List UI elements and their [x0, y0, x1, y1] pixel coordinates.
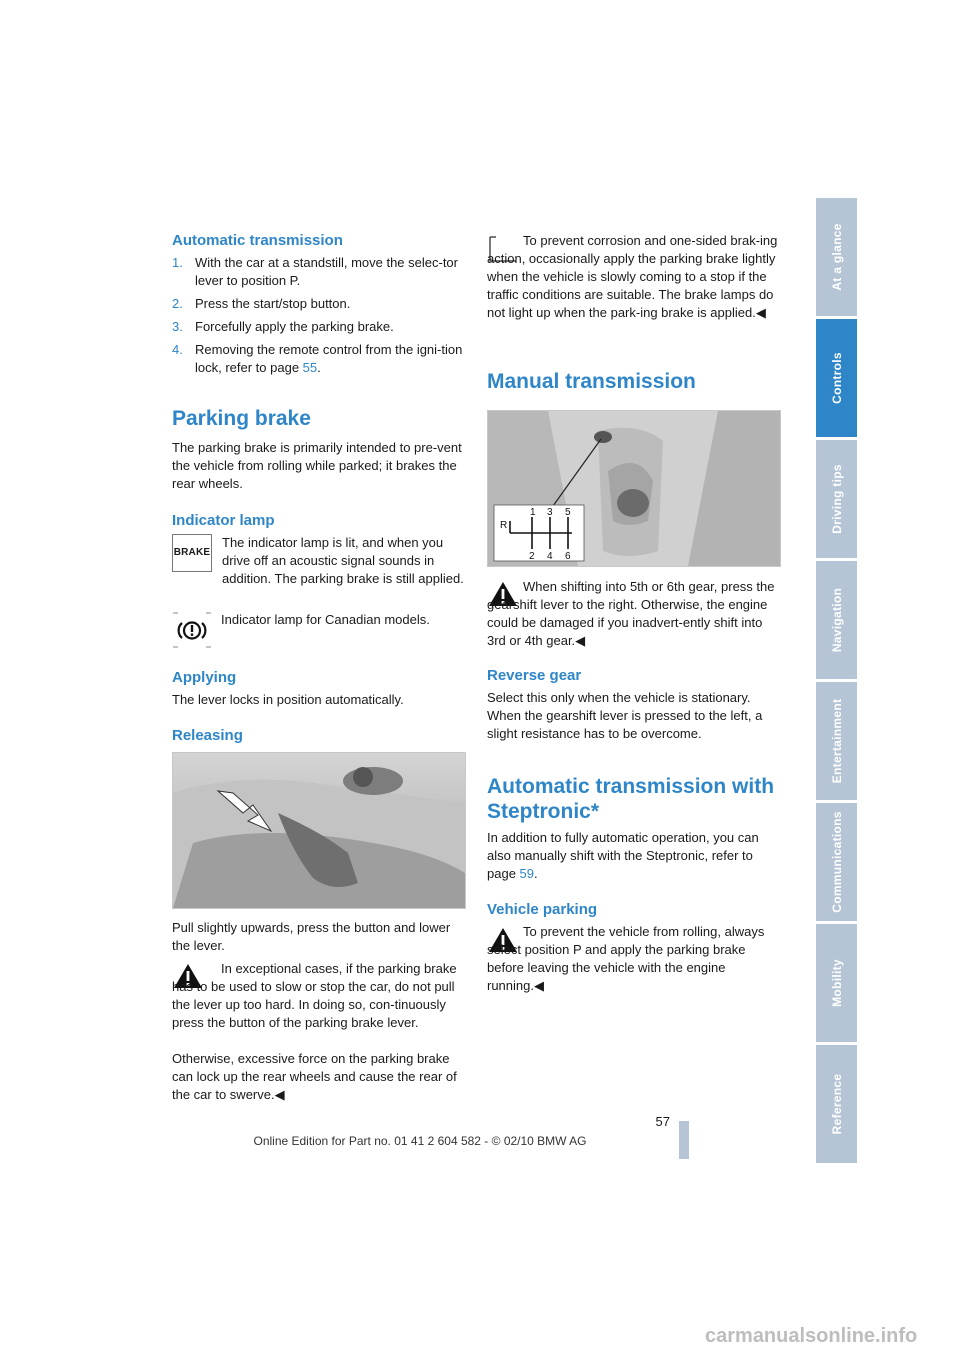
- vehicle-parking-text: To prevent the vehicle from rolling, always select position P and apply the parking brake before leaving the vehicle with the engine running.◀: [487, 924, 765, 993]
- tab-label: Reference: [829, 1073, 844, 1135]
- tab-label: Communications: [829, 811, 844, 913]
- indicator-lamp-heading: Indicator lamp: [172, 512, 275, 529]
- step-number: 1.: [172, 255, 183, 270]
- corrosion-note-text: To prevent corrosion and one-sided brak-ing action, occasionally apply the parking brake lightly when the vehicle is slowly coming to a stop if the traffic conditions are suitable. The brake lamps do not light up when the park-ing brake is applied.◀: [487, 233, 778, 320]
- tab-controls[interactable]: [816, 319, 857, 437]
- step-end: .: [317, 360, 321, 375]
- parking-brake-lever-image: [172, 752, 466, 909]
- automatic-transmission-heading: Automatic transmission: [172, 232, 343, 249]
- tab-at-a-glance[interactable]: [816, 198, 857, 316]
- chapter-tabs: [816, 198, 857, 1166]
- list-item: [172, 318, 467, 336]
- tab-driving-tips[interactable]: [816, 440, 857, 558]
- tab-label: At a glance: [829, 223, 844, 291]
- brake-lamp-icon: [172, 534, 212, 572]
- list-item: [172, 254, 467, 290]
- gear-label-5: 5: [565, 507, 571, 518]
- step-text: Removing the remote control from the igni-tion lock, refer to page: [195, 342, 463, 375]
- manual-transmission-heading: Manual transmission: [487, 370, 696, 393]
- tab-label: Controls: [829, 352, 844, 404]
- steptronic-heading-line2: Steptronic*: [487, 800, 600, 823]
- parking-brake-text: The parking brake is primarily intended to pre-vent the vehicle from rolling while parked; it brakes the rear wheels.: [172, 440, 462, 491]
- gear-label-1: 1: [530, 507, 536, 518]
- gear-label-4: 4: [547, 551, 553, 562]
- step-text: With the car at a standstill, move the selec-tor lever to position P.: [195, 255, 458, 288]
- tab-label: Driving tips: [829, 464, 844, 534]
- step-number: 3.: [172, 319, 183, 334]
- steptronic-heading: [487, 774, 774, 824]
- list-item: [172, 295, 467, 313]
- reverse-gear-text: Select this only when the vehicle is stationary. When the gearshift lever is pressed to the left, a slight resistance has to be overcome.: [487, 690, 763, 741]
- page-marker-bar: [679, 1121, 689, 1159]
- tab-reference[interactable]: [816, 1045, 857, 1163]
- page-link[interactable]: 59: [519, 866, 535, 881]
- canadian-brake-lamp-icon: [172, 612, 212, 648]
- indicator-lamp-text: The indicator lamp is lit, and when you drive off an acoustic signal sounds in addition. The parking brake is still applied.: [222, 535, 464, 586]
- indicator-lamp-block: [172, 534, 467, 588]
- applying-text: The lever locks in position automatically.: [172, 692, 404, 707]
- releasing-text: Pull slightly upwards, press the button and lower the lever.: [172, 920, 451, 953]
- tab-navigation[interactable]: [816, 561, 857, 679]
- footer-edition-text: Online Edition for Part no. 01 41 2 604 582 - © 02/10 BMW AG: [253, 1134, 587, 1148]
- reverse-gear-heading: Reverse gear: [487, 667, 582, 684]
- gear-label-3: 3: [547, 507, 553, 518]
- steptronic-end: .: [534, 866, 538, 881]
- list-item: [172, 341, 467, 377]
- watermark: carmanualsonline.info: [705, 1325, 918, 1347]
- tab-entertainment[interactable]: [816, 682, 857, 800]
- steptronic-heading-line1: Automatic transmission with: [487, 775, 775, 798]
- tab-label: Navigation: [829, 587, 844, 653]
- parking-brake-heading: Parking brake: [172, 407, 311, 430]
- warning-text-continued: Otherwise, excessive force on the parking brake can lock up the rear wheels and cause the rear of the car to swerve.◀: [172, 1051, 457, 1102]
- warning-text: In exceptional cases, if the parking brake has to be used to slow or stop the car, do not pull the lever up too hard. In doing so, con-tinuously press the button of the parking brake lever.: [172, 961, 457, 1030]
- applying-heading: Applying: [172, 669, 237, 686]
- step-number: 2.: [172, 296, 183, 311]
- brake-icon-label: BRAKE: [173, 547, 211, 558]
- tab-mobility[interactable]: [816, 924, 857, 1042]
- vehicle-parking-heading: Vehicle parking: [487, 901, 598, 918]
- releasing-heading: Releasing: [172, 727, 243, 744]
- steptronic-text: [487, 829, 779, 883]
- step-number: 4.: [172, 342, 183, 357]
- shutdown-steps-list: [172, 254, 467, 382]
- gear-label-2: 2: [529, 551, 535, 562]
- gearshift-lever-image: [487, 410, 781, 567]
- page-number: 57: [655, 1114, 670, 1129]
- page-link[interactable]: 55: [302, 360, 318, 375]
- tab-label: Entertainment: [829, 698, 844, 784]
- step-text: Press the start/stop button.: [195, 296, 351, 311]
- tab-label: Mobility: [829, 959, 844, 1007]
- step-text: Forcefully apply the parking brake.: [195, 319, 394, 334]
- shifting-warning-text: When shifting into 5th or 6th gear, press the gearshift lever to the right. Otherwise, the engine could be damaged if you inadvert-ently shift into 3rd or 4th gear.◀: [487, 579, 775, 648]
- gear-label-r: R: [500, 520, 508, 531]
- canadian-lamp-text: Indicator lamp for Canadian models.: [221, 612, 430, 627]
- steptronic-body: In addition to fully automatic operation, you can also manually shift with the Steptronic, refer to page: [487, 830, 759, 881]
- tab-communications[interactable]: [816, 803, 857, 921]
- gear-label-6: 6: [565, 551, 571, 562]
